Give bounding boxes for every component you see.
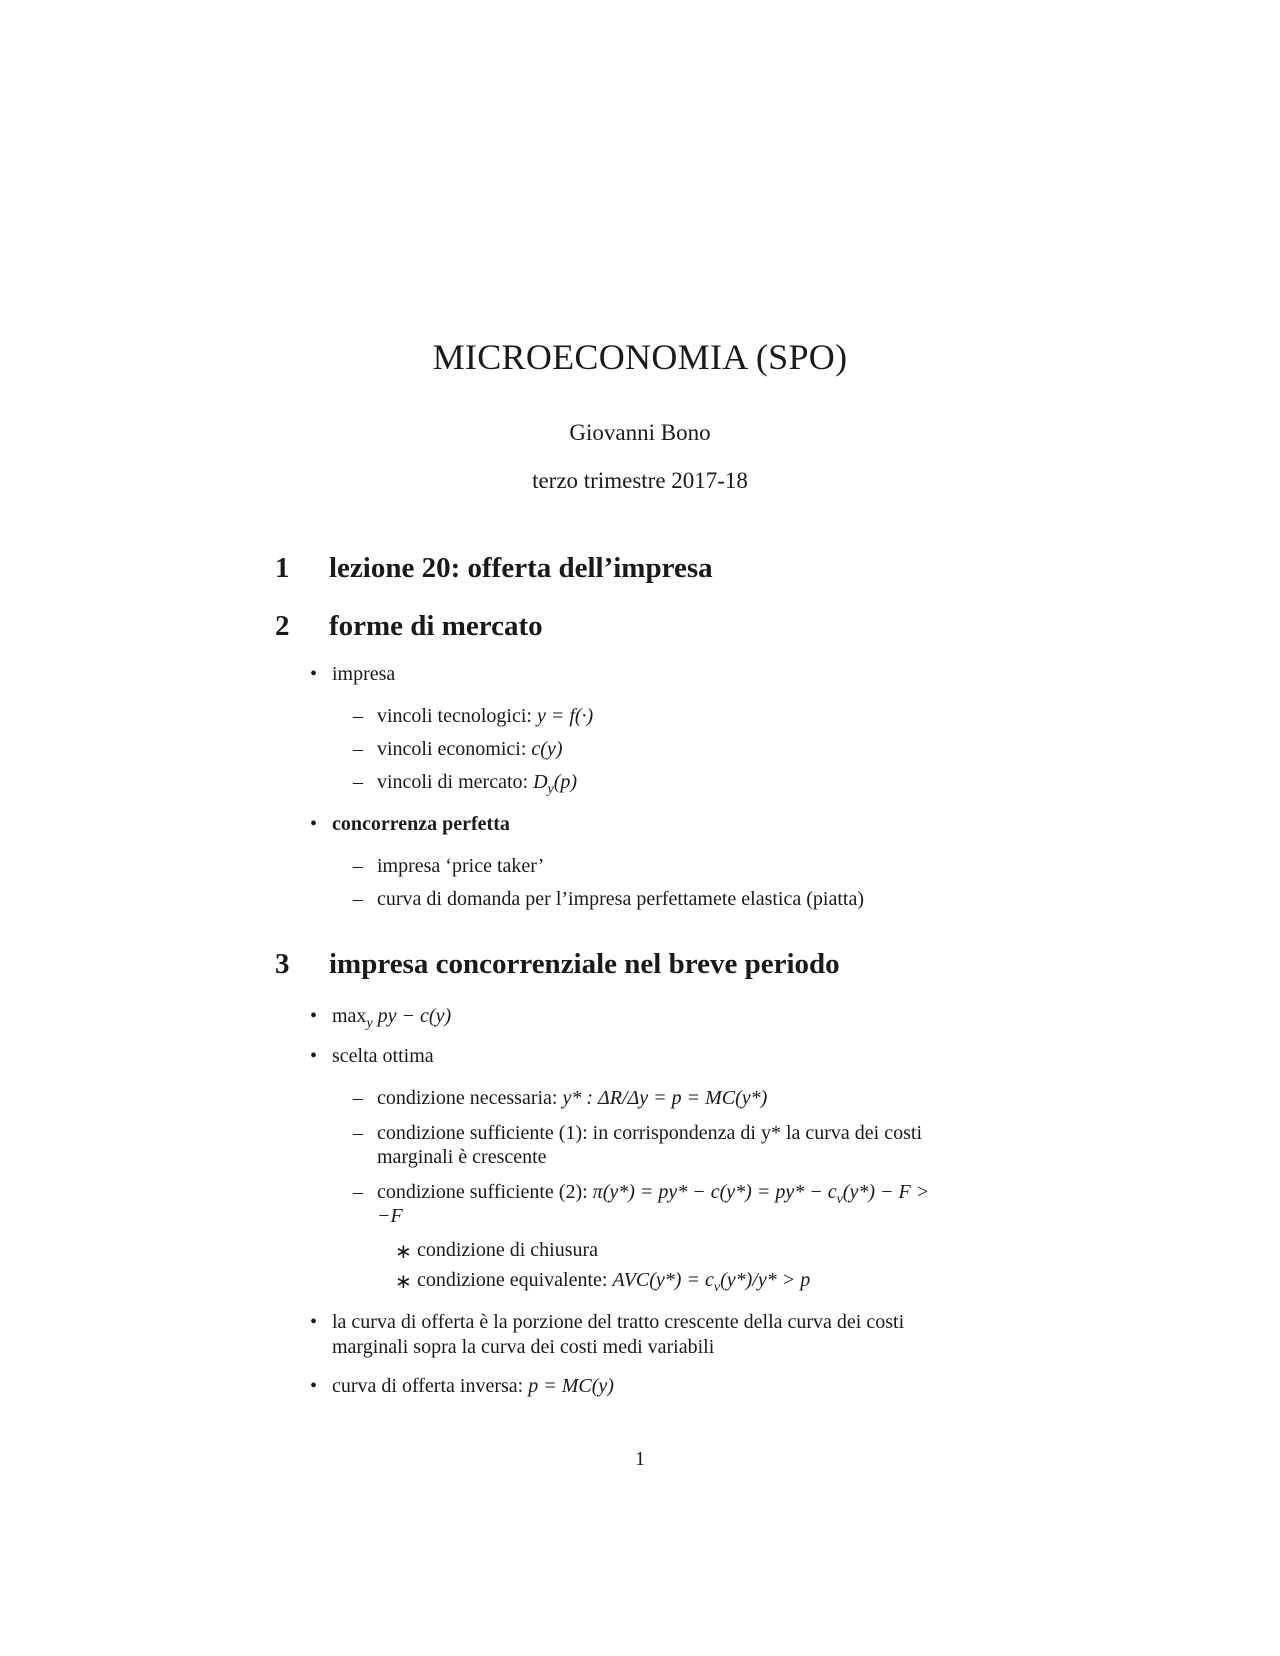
list-item: condizione di chiusura (417, 1239, 599, 1261)
list-item: impresa (332, 663, 396, 685)
page-number: 1 (635, 1448, 645, 1470)
list-item: scelta ottima (332, 1045, 434, 1067)
star-icon: ∗ (395, 1241, 412, 1263)
list-item: curva di offerta inversa: p = MC(y) (332, 1375, 614, 1397)
document-date: terzo trimestre 2017-18 (532, 468, 748, 493)
list-item: impresa ‘price taker’ (377, 855, 545, 877)
bullet-icon: • (310, 1005, 318, 1027)
dash-icon: – (353, 888, 363, 910)
list-item: la curva di offerta è la porzione del tratto crescente della curva dei costi (332, 1311, 905, 1333)
dash-icon: – (353, 1181, 363, 1203)
section-number: 3 (275, 948, 290, 980)
list-item: condizione sufficiente (1): in corrispondenza di y* la curva dei costi (377, 1122, 922, 1144)
list-item: vincoli economici: c(y) (377, 738, 563, 760)
list-item-continuation: marginali è crescente (377, 1146, 547, 1168)
document-title: MICROECONOMIA (SPO) (432, 337, 848, 377)
dash-icon: – (353, 738, 363, 760)
list-item-continuation: marginali sopra la curva dei costi medi variabili (332, 1336, 715, 1358)
section-title: lezione 20: offerta dell’impresa (329, 552, 713, 584)
list-item: curva di domanda per l’impresa perfettamete elastica (piatta) (377, 888, 864, 910)
bullet-icon: • (310, 1311, 318, 1333)
section-title: forme di mercato (329, 610, 543, 642)
bullet-icon: • (310, 663, 318, 685)
list-item: condizione necessaria: y* : ΔR/Δy = p = MC(y*) (377, 1087, 768, 1109)
list-item: condizione sufficiente (2): $\pi(y*) = py* - c(y*) = py* - c_v(y*) - F$ > (377, 1181, 930, 1207)
section-2-heading (275, 610, 543, 643)
bullet-icon: • (310, 1045, 318, 1067)
list-item: vincoli tecnologici: y = f(·) (377, 705, 594, 727)
bullet-icon: • (310, 1375, 318, 1397)
list-item: concorrenza perfetta (332, 813, 510, 835)
dash-icon: – (353, 855, 363, 877)
list-item: vincoli di mercato: $D_y(p)$ (377, 771, 578, 797)
section-title: impresa concorrenziale nel breve periodo (329, 948, 840, 980)
section-number: 1 (275, 552, 290, 584)
star-icon: ∗ (395, 1271, 412, 1293)
bullet-icon: • (310, 813, 318, 835)
dash-icon: – (353, 771, 363, 793)
list-item: $\max_y$ py − c(y) (332, 1005, 452, 1031)
document-author: Giovanni Bono (569, 420, 711, 445)
dash-icon: – (353, 705, 363, 727)
section-number: 2 (275, 610, 290, 642)
list-item: condizione equivalente: $AVC(y*) = c_v(y*)/y* > p$ (417, 1269, 811, 1295)
list-item-continuation: −F (377, 1205, 403, 1227)
section-3-heading (275, 948, 840, 981)
section-1-heading (275, 552, 713, 585)
dash-icon: – (353, 1087, 363, 1109)
dash-icon: – (353, 1122, 363, 1144)
